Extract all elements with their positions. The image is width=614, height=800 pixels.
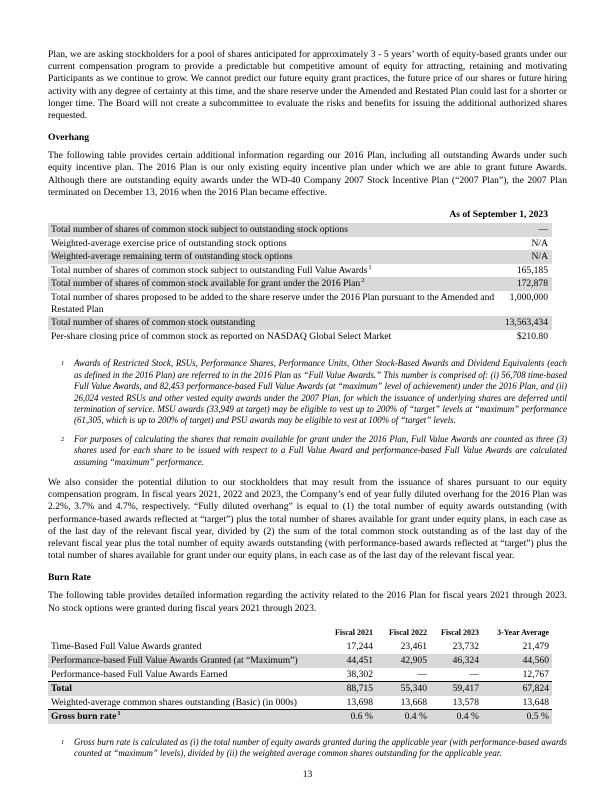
- cell-value: 0.4 %: [430, 710, 482, 724]
- row-label: Weighted-average exercise price of outstanding stock options: [51, 237, 287, 249]
- row-label: Total: [48, 682, 316, 696]
- footnote-text: Gross burn rate is calculated as (i) the total number of equity awards granted during the applicable year (with performance-based awards counted at “maximum” levels), divided by (ii) the weighted average common shares outstanding for the applicable year.: [74, 737, 567, 759]
- row-label: Total number of shares of common stock subject to outstanding Full Value Awards$^1$: [51, 263, 372, 276]
- row-label: Total number of shares of common stock subject to outstanding stock options: [51, 224, 348, 236]
- row-value: $210.80: [516, 330, 548, 342]
- footnote-ref-1: 1: [368, 263, 372, 271]
- col-header-fiscal-2022: Fiscal 2022: [389, 627, 427, 637]
- cell-value: 55,340: [376, 682, 430, 696]
- col-header-3yr-average: 3-Year Average: [497, 627, 549, 637]
- cell-value: 13,648: [522, 696, 549, 708]
- burn-rate-paragraph: The following table provides detailed information regarding the activity related to the 2016 Plan for fiscal years 2021 through 2023. No stock options were granted during fiscal years 2021 through 2023.: [48, 590, 567, 614]
- row-label: Performance-based Full Value Awards Granted (at “Maximum”): [51, 655, 298, 667]
- total-row: [48, 682, 552, 696]
- table-row: [48, 330, 552, 344]
- footnote-marker: 2: [61, 435, 65, 443]
- burn-rate-footnotes: [48, 737, 567, 760]
- gross-burn-rate-row: [48, 710, 552, 724]
- row-value: —: [538, 224, 548, 236]
- cell-value: 12,767: [522, 668, 549, 680]
- cell-value: 38,302: [346, 668, 373, 680]
- cell-value: 17,244: [346, 641, 373, 653]
- footnote-marker: 1: [61, 360, 65, 368]
- table-row: [48, 640, 552, 654]
- cell-value: 44,560: [522, 655, 549, 667]
- col-header-fiscal-2021: Fiscal 2021: [335, 627, 373, 637]
- table-row: [48, 223, 552, 237]
- table-row: [48, 250, 552, 264]
- row-label: Total number of shares proposed to be added to the share reserve under the 2016 Plan pursuant to the Amended and Restated Plan: [51, 292, 495, 315]
- page-number: 13: [302, 768, 313, 780]
- cell-value: —: [469, 668, 479, 680]
- row-label: Weighted-average common shares outstanding (Basic) (in 000s): [51, 696, 297, 708]
- row-value: 172,878: [516, 278, 548, 290]
- cell-value: 67,824: [482, 682, 552, 696]
- table-row: [48, 291, 552, 316]
- row-label: Weighted-average remaining term of outstanding stock options: [51, 251, 293, 263]
- row-label: Time-Based Full Value Awards granted: [51, 641, 202, 653]
- table-row: [48, 237, 552, 251]
- cell-value: 0.5 %: [482, 710, 552, 724]
- cell-value: 44,451: [346, 655, 373, 667]
- cell-value: 59,417: [430, 682, 482, 696]
- footnote-2: [48, 434, 567, 468]
- footnote-text: For purposes of calculating the shares that remain available for grant under the 2016 Plan, Full Value Awards are counted as three (3) shares used for each share to be issued with respect to a Full Value Award and performance-based Full Value Awards are calculated assuming “maximum” performance.: [74, 433, 567, 467]
- burn-rate-table: [48, 626, 552, 724]
- header-row: [48, 626, 552, 641]
- table-row: [48, 264, 552, 278]
- cell-value: 88,715: [316, 682, 376, 696]
- row-value: N/A: [531, 251, 548, 263]
- row-label: Gross burn rate$^1$: [48, 710, 316, 724]
- footnote-text: Awards of Restricted Stock, RSUs, Performance Shares, Performance Units, Other Stock-Based Awards and Dividend Equivalents (each as defined in the 2016 Plan) are referred to in the 2016 Plan as “Full Value Awards.” This number is comprised of: (i) 56,708 time-based Full Value Awards, and 82,453 performance-based Full Value Awards (at “maximum” level of achievement) under the 2016 Plan, and (ii) 26,024 vested RSUs and other vested equity awards under the 2007 Plan, for which the issuance of underlying shares are deferred until termination of service. MSU awards (33,949 at target) may be eligible to vest up to 200% of “target” levels at “maximum” performance (61,305, which is up to 200% of target) and PSU awards may be eligible to vest at 100% of “target” levels.: [74, 358, 567, 426]
- cell-value: 46,324: [452, 655, 479, 667]
- row-label: Total number of shares of common stock outstanding: [51, 317, 256, 329]
- cell-value: —: [417, 668, 427, 680]
- row-label: Total number of shares of common stock available for grant under the 2016 Plan$^2$: [51, 277, 365, 290]
- footnote-ref-2: 2: [361, 277, 365, 285]
- cell-value: 23,732: [452, 641, 479, 653]
- cell-value: 13,698: [346, 696, 373, 708]
- burn-rate-heading: Burn Rate: [48, 572, 91, 584]
- cell-value: 13,578: [452, 696, 479, 708]
- col-header-fiscal-2023: Fiscal 2023: [441, 627, 479, 637]
- overhang-footnotes: [48, 358, 567, 468]
- table-row: [48, 277, 552, 291]
- footnote-ref-1: 1: [117, 710, 121, 718]
- cell-value: 13,668: [400, 696, 427, 708]
- intro-paragraph: Plan, we are asking stockholders for a pool of shares anticipated for approximately 3 - 5 years’ worth of equity-based grants under our current compensation program to provide a predictable but competitive amount of equity for attracting, retaining and motivating Participants as we continue to grow. We cannot predict our future equity grant practices, the future price of our shares or future hiring activity with any degree of certainty at this time, and the share reserve under the Amended and Restated Plan could last for a shorter or longer time. The Board will not create a subcommittee to evaluate the risks and benefits for issuing the additional authorized shares requested.: [48, 49, 567, 122]
- table-row: [48, 696, 552, 710]
- row-label: Per-share closing price of common stock as reported on NASDAQ Global Select Market: [51, 330, 392, 342]
- as-of-date-header: As of September 1, 2023: [449, 209, 548, 221]
- row-value: N/A: [531, 237, 548, 249]
- footnote-1: [48, 358, 567, 426]
- cell-value: 0.4 %: [376, 710, 430, 724]
- table-row: [48, 668, 552, 682]
- overhang-paragraph: The following table provides certain additional information regarding our 2016 Plan, including all outstanding Awards under such equity incentive plan. The 2016 Plan is our only existing equity incentive plan under which we are able to grant future Awards. Although there are outstanding equity awards under the WD-40 Company 2007 Stock Incentive Plan (“2007 Plan”), the 2007 Plan terminated on December 13, 2016 when the 2016 Plan became effective.: [48, 150, 567, 198]
- row-value: 13,563,434: [504, 317, 548, 329]
- row-value: 1,000,000: [509, 292, 548, 303]
- cell-value: 0.6 %: [316, 710, 376, 724]
- row-label: Performance-based Full Value Awards Earned: [51, 668, 228, 680]
- empty-header-cell: [48, 626, 316, 641]
- footnote-1: [48, 737, 567, 760]
- cell-value: 21,479: [522, 641, 549, 653]
- cell-value: 23,461: [400, 641, 427, 653]
- row-value: 165,185: [516, 264, 548, 276]
- footnote-marker: 1: [61, 739, 65, 747]
- overhang-table: [48, 209, 552, 343]
- table-row: [48, 316, 552, 330]
- dilution-paragraph: We also consider the potential dilution to our stockholders that may result from the issuance of shares pursuant to our equity compensation program. In fiscal years 2021, 2022 and 2023, the Company’s end of year fully diluted overhang for the 2016 Plan was 2.2%, 3.7% and 4.7%, respectively. “Fully diluted overhang” is equal to (1) the total number of equity awards outstanding (with performance-based awards reflected at “target”) plus the total number of shares available for grant under equity plans, in each case as of the last day of the relevant fiscal year, divided by (2) the sum of the total common stock outstanding as of the last day of the relevant fiscal year plus the total number of equity awards outstanding (with performance-based awards reflected at “target”) plus the total number of shares available for grant under our equity plans, in each case as of the last day of the relevant fiscal year.: [48, 477, 567, 562]
- table-row: [48, 654, 552, 668]
- overhang-heading: Overhang: [48, 132, 90, 144]
- cell-value: 42,905: [400, 655, 427, 667]
